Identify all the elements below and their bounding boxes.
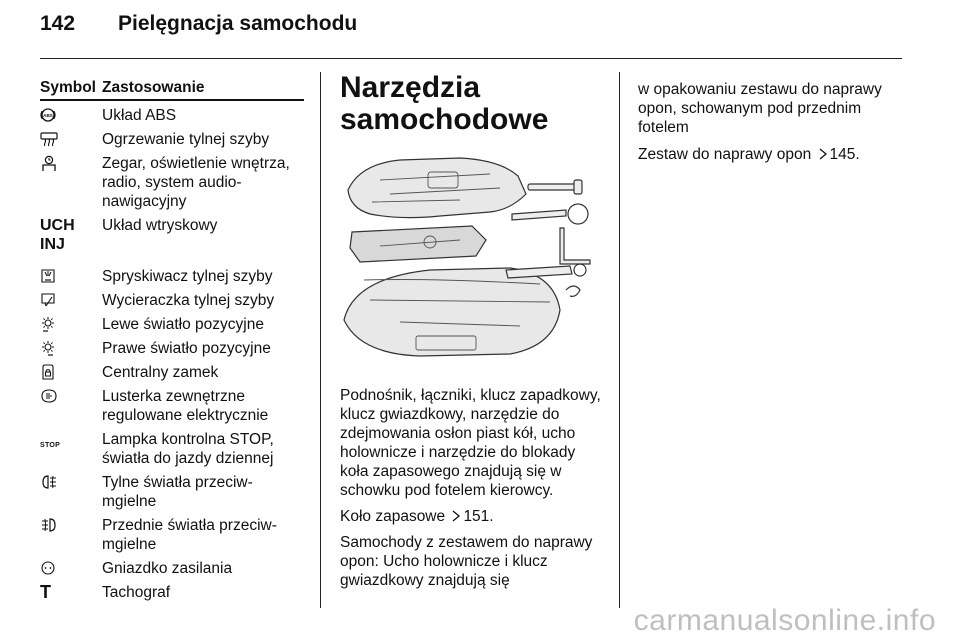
tyre-repair-kit-text: Zestaw do naprawy opon [638,146,812,163]
table-row [40,559,304,578]
table-row [40,363,304,382]
right-column [638,80,900,172]
spare-wheel-text: Koło zapasowe [340,508,446,525]
tools-section [340,72,606,597]
clock-light-icon [40,154,102,211]
symbol-column-header: Symbol [40,79,96,96]
usage-column-header: Zastosowanie [102,79,205,96]
row-description: Wycieraczka tylnej szyby [102,292,275,309]
spare-wheel-page-ref[interactable]: 151. [463,508,494,525]
row-description: Zegar, oświetlenie wnętrza, radio, system audio-nawigacyjny [102,155,290,210]
table-row [40,387,304,425]
front-fog-light-icon [40,516,102,554]
row-description: Gniazdko zasilania [102,560,233,577]
repair-kit-paragraph: Samochody z zestawem do naprawy opon: Ucho holownicze i klucz gwiazdkowy znajdują się [340,534,593,589]
injection-symbol: UCH INJ [40,217,75,253]
svg-text:ABS: ABS [43,113,53,118]
tyre-repair-kit-paragraph [638,145,900,164]
row-description: Układ ABS [102,107,177,124]
vehicle-tools-illustration [340,150,604,372]
page-ref-arrow-icon [451,510,461,522]
rear-wiper-icon [40,291,102,310]
tyre-repair-kit-page-ref[interactable]: 145. [829,146,860,163]
section-title-line1: Narzędzia [340,71,481,104]
rear-window-heating-icon [40,130,102,149]
table-row [40,516,304,554]
row-description: Prawe światło pozycyjne [102,340,271,357]
table-row [40,315,304,334]
left-parking-light-icon [40,315,102,334]
row-description: Lewe światło pozycyjne [102,316,264,333]
right-parking-light-icon [40,339,102,358]
mirror-icon [40,387,102,425]
abs-icon [40,106,102,125]
tachograph-symbol: T [40,582,51,602]
rear-fog-light-icon [40,473,102,511]
table-row [40,473,304,511]
row-description: Przednie światła przeciw-mgielne [102,517,277,553]
tools-paragraph: Podnośnik, łączniki, klucz zapadkowy, klucz gwiazdkowy, narzędzie do zdejmowania osłon piast kół, ucho holownicze i narzędzie do blokady koła zapasowego znajdują się w schowku pod fotelem kierowcy. [340,387,601,499]
table-row [40,154,304,211]
row-description: Tachograf [102,584,171,601]
table-header [40,78,304,101]
row-description: Lampka kontrolna STOP, światła do jazdy dziennej [102,431,274,467]
table-row [40,339,304,358]
rear-washer-icon [40,267,102,286]
header-rule [40,58,902,59]
table-row [40,267,304,286]
power-socket-icon [40,559,102,578]
page-title: Pielęgnacja samochodu [118,12,358,35]
table-row [40,216,304,262]
row-description: Centralny zamek [102,364,219,381]
table-row [40,291,304,310]
section-title-line2: samochodowe [340,103,549,136]
row-description: Układ wtryskowy [102,217,218,234]
central-lock-icon [40,363,102,382]
watermark: carmanualsonline.info [633,604,936,637]
column-divider [619,72,620,608]
row-description: Spryskiwacz tylnej szyby [102,268,273,285]
page-header [40,12,900,48]
page-ref-arrow-icon [818,148,828,160]
column-divider [320,72,321,608]
table-row [40,583,304,602]
symbol-table [40,78,304,602]
section-title [340,72,606,136]
page-number: 142 [40,12,76,35]
repair-kit-continuation: w opakowaniu zestawu do naprawy opon, schowanym pod przednim fotelem [638,81,882,136]
table-row [40,430,304,468]
spare-wheel-paragraph [340,507,606,526]
row-description: Tylne światła przeciw-mgielne [102,474,253,510]
row-description: Lusterka zewnętrzne regulowane elektrycznie [102,388,269,424]
table-row [40,130,304,149]
stop-symbol: STOP [40,442,61,449]
table-row [40,106,304,125]
row-description: Ogrzewanie tylnej szyby [102,131,270,148]
